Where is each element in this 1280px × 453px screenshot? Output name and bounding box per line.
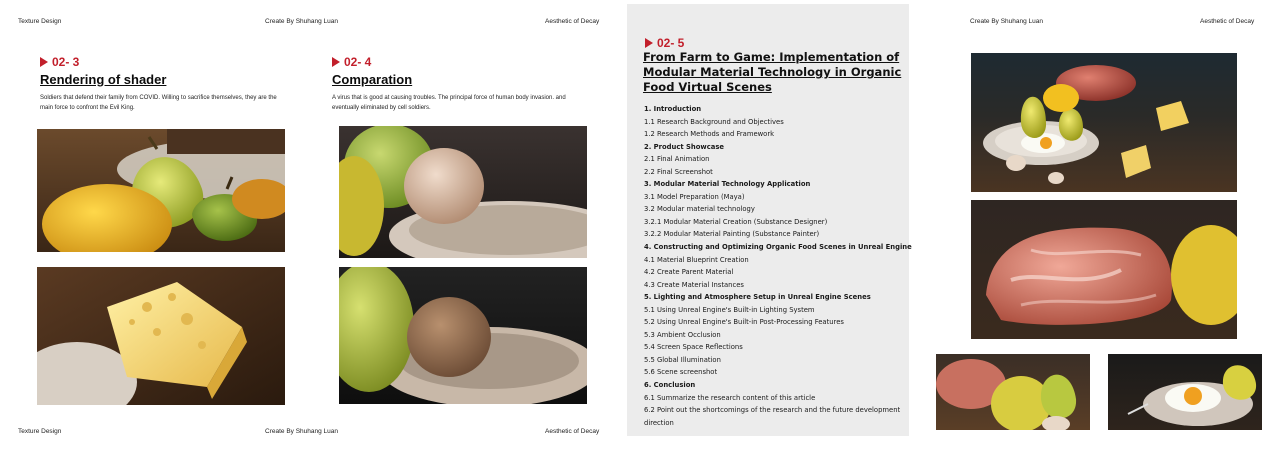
toc-subitem: 4.3 Create Material Instances bbox=[644, 280, 744, 289]
toc-subitem: 3.2 Modular material technology bbox=[644, 205, 755, 214]
meat-pear-crop bbox=[936, 354, 1090, 430]
section-4-number-text: 02- 4 bbox=[344, 55, 372, 69]
section-5-number-text: 02- 5 bbox=[657, 36, 685, 50]
toc-subitem: 4.1 Material Blueprint Creation bbox=[644, 255, 749, 264]
toc-subitem: 3.2.2 Modular Material Painting (Substance Painter) bbox=[644, 230, 820, 239]
toc-list bbox=[644, 103, 912, 429]
toc-subitem: 6.2 Point out the shortcomings of the research and the future development bbox=[644, 406, 901, 415]
red-triangle-icon bbox=[40, 57, 48, 67]
toc-chapter: 4. Constructing and Optimizing Organic Food Scenes in Unreal Engine bbox=[644, 243, 912, 252]
header-right: Aesthetic of Decay bbox=[545, 18, 600, 25]
page4-header-right: Aesthetic of Decay bbox=[1200, 18, 1255, 25]
header-center: Create By Shuhang Luan bbox=[265, 18, 338, 25]
toc-chapter: 1. Introduction bbox=[644, 105, 702, 113]
section-5-title-line: Food Virtual Scenes bbox=[643, 80, 772, 94]
toc-chapter: 3. Modular Material Technology Application bbox=[644, 180, 811, 189]
page4-header-center: Create By Shuhang Luan bbox=[970, 18, 1043, 25]
red-triangle-icon bbox=[645, 38, 653, 48]
section-5-title-line: Modular Material Technology in Organic bbox=[643, 65, 902, 79]
toc-subitem: 2.1 Final Animation bbox=[644, 155, 710, 164]
footer-left: Texture Design bbox=[18, 428, 62, 435]
toc-subitem: direction bbox=[644, 418, 674, 427]
section-4-number bbox=[332, 55, 371, 69]
section-4-description: A virus that is good at causing troubles. The principal force of human body invasion. and eventually eliminated by cell soldiers. bbox=[332, 95, 566, 111]
pears-lemon-render bbox=[37, 129, 285, 252]
toc-subitem: 5.3 Ambient Occlusion bbox=[644, 330, 721, 339]
toc-subitem: 2.2 Final Screenshot bbox=[644, 167, 713, 176]
toc-subitem: 6.1 Summarize the research content of this article bbox=[644, 393, 816, 402]
fried-egg-crop bbox=[1108, 354, 1262, 430]
toc-subitem: 4.2 Create Parent Material bbox=[644, 268, 734, 277]
pear-egg-closeup bbox=[339, 126, 587, 258]
toc-subitem: 5.5 Global Illumination bbox=[644, 355, 721, 364]
still-life-scene bbox=[971, 53, 1237, 192]
toc-panel bbox=[627, 4, 912, 436]
pear-egg-plate bbox=[339, 267, 587, 404]
meat-closeup bbox=[971, 200, 1237, 339]
footer-center: Create By Shuhang Luan bbox=[265, 428, 338, 435]
section-3-title: Rendering of shader bbox=[40, 72, 167, 87]
section-5-title-line: From Farm to Game: Implementation of bbox=[643, 50, 900, 64]
section-5-title bbox=[643, 50, 905, 95]
section-3-number bbox=[40, 55, 79, 69]
red-triangle-icon bbox=[332, 57, 340, 67]
toc-chapter: 6. Conclusion bbox=[644, 381, 696, 390]
section-4-title: Comparation bbox=[332, 72, 413, 87]
toc-subitem: 3.1 Model Preparation (Maya) bbox=[644, 192, 745, 201]
toc-subitem: 5.4 Screen Space Reflections bbox=[644, 343, 743, 352]
header-left: Texture Design bbox=[18, 18, 62, 25]
toc-subitem: 1.1 Research Background and Objectives bbox=[644, 117, 784, 126]
section-5-number bbox=[645, 36, 684, 50]
section-3-number-text: 02- 3 bbox=[52, 55, 80, 69]
section-3-description: Soldiers that defend their family from COVID. Willing to sacrifice themselves, they are the main force to confront the Evil King. bbox=[40, 95, 277, 111]
toc-subitem: 3.2.1 Modular Material Creation (Substance Designer) bbox=[644, 217, 828, 226]
toc-subitem: 1.2 Research Methods and Framework bbox=[644, 130, 775, 139]
footer-right: Aesthetic of Decay bbox=[545, 428, 600, 435]
toc-subitem: 5.2 Using Unreal Engine's Built-in Post-Processing Features bbox=[644, 318, 844, 327]
toc-subitem: 5.1 Using Unreal Engine's Built-in Lighting System bbox=[644, 305, 815, 314]
toc-subitem: 5.6 Scene screenshot bbox=[644, 368, 718, 377]
toc-chapter: 2. Product Showcase bbox=[644, 142, 724, 151]
cheese-render bbox=[37, 267, 285, 405]
toc-chapter: 5. Lighting and Atmosphere Setup in Unreal Engine Scenes bbox=[644, 293, 871, 302]
